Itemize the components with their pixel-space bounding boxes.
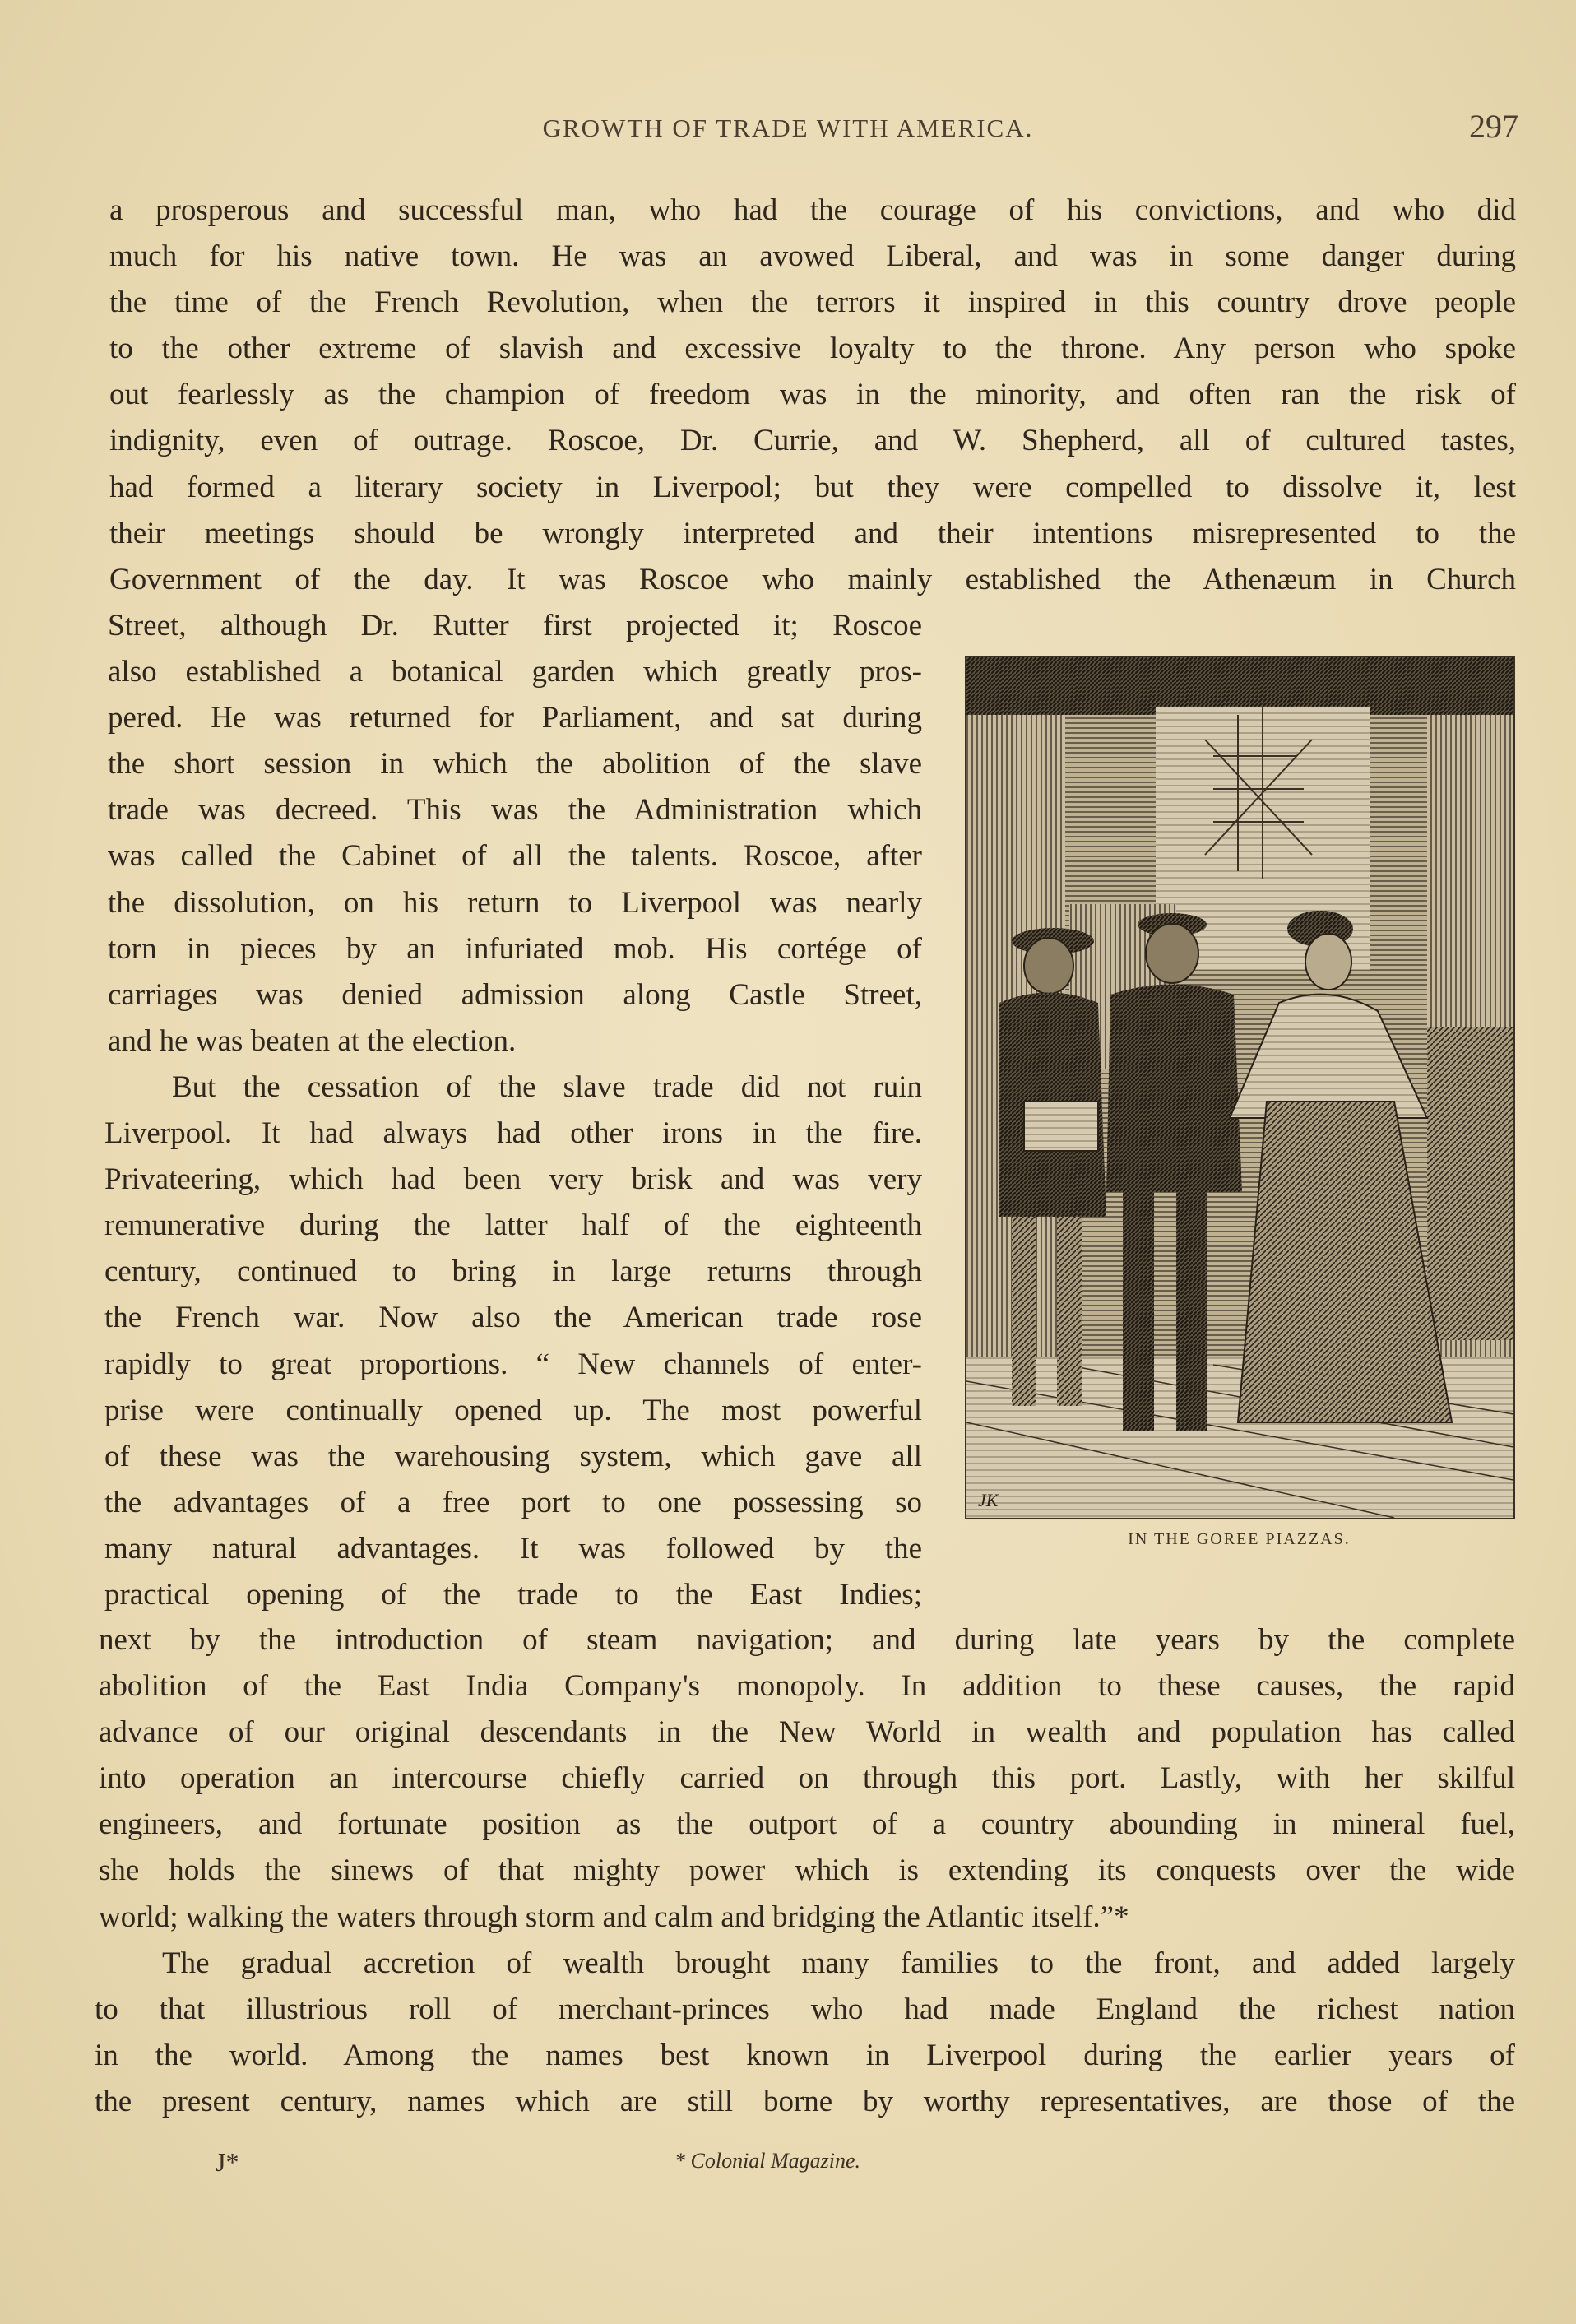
text-line: rapidly to great proportions. “ New channels of enter- — [104, 1347, 922, 1381]
text-line: remunerative during the latter half of the eighteenth — [104, 1208, 922, 1243]
engraver-mark: JK — [978, 1490, 999, 1510]
text-line: world; walking the waters through storm and calm and bridging the Atlantic itself.”* — [99, 1900, 1129, 1934]
text-line: practical opening of the trade to the East Indies; — [104, 1578, 922, 1612]
text-line: was called the Cabinet of all the talents. Roscoe, after — [108, 839, 922, 874]
text-line: engineers, and fortunate position as the outport of a country abounding in mineral fuel, — [99, 1807, 1515, 1842]
text-line: pered. He was returned for Parliament, and sat during — [108, 701, 922, 735]
text-line: Liverpool. It had always had other irons in the fire. — [104, 1116, 922, 1151]
text-line: out fearlessly as the champion of freedom was in the minority, and often ran the risk of — [109, 378, 1516, 412]
paragraph-2-full — [99, 1617, 1515, 1941]
paragraph-3 — [95, 1941, 1515, 2125]
footnote: * Colonial Magazine. — [674, 2149, 861, 2173]
text-line: and he was beaten at the election. — [108, 1023, 517, 1058]
engraving-crates — [1427, 1027, 1513, 1340]
text-line: to the other extreme of slavish and excessive loyalty to the throne. Any person who spoke — [109, 332, 1516, 366]
text-line: in the world. Among the names best known in Liverpool during the earlier years of — [95, 2039, 1515, 2073]
text-line: the present century, names which are still borne by worthy representatives, are those of the — [95, 2085, 1515, 2119]
text-line: advance of our original descendants in the New World in wealth and population has called — [99, 1715, 1515, 1750]
text-line: a prosperous and successful man, who had the courage of his convictions, and who did — [109, 193, 1516, 227]
text-line: of these was the warehousing system, which gave all — [104, 1439, 922, 1473]
signature-mark: J* — [216, 2147, 239, 2177]
text-line: the short session in which the abolition of the slave — [108, 747, 922, 782]
page-number: 297 — [1469, 108, 1518, 145]
text-line: into operation an intercourse chiefly carried on through this port. Lastly, with her skilful — [99, 1761, 1515, 1796]
text-line: the dissolution, on his return to Liverpool was nearly — [108, 885, 922, 920]
text-line: prise were continually opened up. The most powerful — [104, 1393, 922, 1427]
engraving-ceiling — [966, 657, 1513, 715]
engraving-scene — [966, 657, 1513, 1518]
running-head — [0, 107, 1576, 148]
text-line: to that illustrious roll of merchant-princes who had made England the richest nation — [95, 1992, 1515, 2027]
text-line: the French war. Now also the American trade rose — [104, 1301, 922, 1335]
text-line: much for his native town. He was an avowed Liberal, and was in some danger during — [109, 239, 1516, 274]
text-line: But the cessation of the slave trade did not ruin — [172, 1070, 922, 1104]
paragraph-2-narrow — [104, 1065, 922, 1618]
text-line: abolition of the East India Company's monopoly. In addition to these causes, the rapid — [99, 1669, 1515, 1704]
text-line: also established a botanical garden which greatly pros- — [108, 655, 922, 689]
text-line: trade was decreed. This was the Administration which — [108, 793, 922, 828]
text-line: next by the introduction of steam navigation; and during late years by the complete — [99, 1623, 1515, 1657]
text-line: she holds the sinews of that mighty power which is extending its conquests over the wide — [99, 1853, 1515, 1888]
text-line: Government of the day. It was Roscoe who mainly established the Athenæum in Church — [109, 562, 1516, 596]
text-line: carriages was denied admission along Castle Street, — [108, 977, 922, 1012]
text-line: their meetings should be wrongly interpreted and their intentions misrepresented to the — [109, 516, 1516, 550]
paragraph-1-narrow — [108, 603, 922, 1065]
figure-caption: IN THE GOREE PIAZZAS. — [1128, 1530, 1351, 1548]
text-line: century, continued to bring in large returns through — [104, 1255, 922, 1289]
text-line: The gradual accretion of wealth brought many families to the front, and added largely — [162, 1946, 1515, 1980]
text-line: the advantages of a free port to one possessing so — [104, 1485, 922, 1519]
running-title: GROWTH OF TRADE WITH AMERICA. — [542, 114, 1034, 142]
text-line: many natural advantages. It was followed by the — [104, 1531, 922, 1566]
text-line: Street, although Dr. Rutter first projected it; Roscoe — [108, 609, 922, 642]
text-line: torn in pieces by an infuriated mob. His cortége of — [108, 931, 922, 966]
text-line: Privateering, which had been very brisk and was very — [104, 1162, 922, 1197]
text-line: the time of the French Revolution, when the terrors it inspired in this country drove people — [109, 285, 1516, 320]
text-line: indignity, even of outrage. Roscoe, Dr. Currie, and W. Shepherd, all of cultured tastes, — [109, 424, 1516, 458]
paragraph-1-full — [109, 188, 1516, 603]
engraving-illustration — [965, 656, 1513, 1518]
illustration-frame — [965, 656, 1515, 1519]
text-line: had formed a literary society in Liverpool; but they were compelled to dissolve it, lest — [109, 470, 1516, 504]
